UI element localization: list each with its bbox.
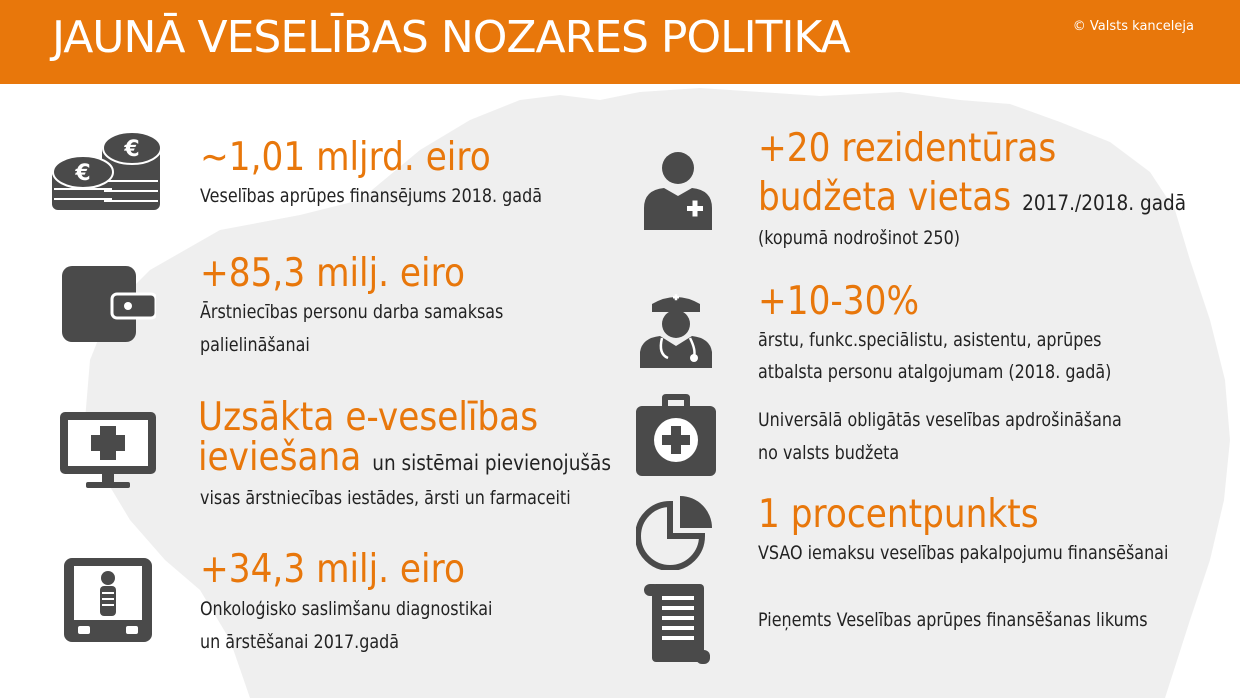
wallet-icon xyxy=(62,266,156,342)
percentage-point-line-1: VSAO iemaksu veselības pakalpojumu finansēšanai xyxy=(758,542,1169,564)
law-line-1: Pieņemts Veselības aprūpes finansēšanas likums xyxy=(758,609,1148,631)
ehealth-headline-2-text: ieviešana xyxy=(198,435,362,480)
percentage-point-headline: 1 procentpunkts xyxy=(758,492,1039,537)
budget-description: Veselības aprūpes finansējums 2018. gadā xyxy=(200,185,542,207)
oncology-line-2: un ārstēšanai 2017.gadā xyxy=(200,631,400,653)
residency-inline-text: 2017./2018. gadā xyxy=(1022,191,1187,215)
monitor-medical-cross-icon xyxy=(60,412,156,490)
first-aid-kit-icon xyxy=(636,394,716,476)
salary-line-1: Ārstniecības personu darba samaksas xyxy=(200,301,504,323)
salary-line-2: palielināšanai xyxy=(200,334,310,356)
salary-headline: +85,3 milj. eiro xyxy=(200,251,465,296)
doctor-icon xyxy=(640,150,716,230)
residency-headline-2 xyxy=(758,176,1186,225)
header-banner xyxy=(0,0,1240,84)
pay-raise-line-1: ārstu, funkc.speciālistu, asistentu, aprūpes xyxy=(758,329,1102,351)
ehealth-headline: Uzsākta e-veselības xyxy=(198,395,539,440)
svg-text:€: € xyxy=(75,161,91,186)
residency-headline: +20 rezidentūras xyxy=(758,126,1057,171)
insurance-line-1: Universālā obligātās veselības apdrošināšana xyxy=(758,409,1122,431)
pay-raise-headline: +10-30% xyxy=(758,279,920,324)
residency-headline-2-text: budžeta vietas xyxy=(758,175,1012,220)
budget-headline: ~1,01 mljrd. eiro xyxy=(200,135,491,180)
insurance-line-2: no valsts budžeta xyxy=(758,442,900,464)
coins-euro-icon xyxy=(52,130,162,212)
ehealth-line-1: visas ārstniecības iestādes, ārsti un farmaceiti xyxy=(200,487,571,509)
pie-chart-icon xyxy=(636,494,716,570)
ehealth-inline-text: un sistēmai pievienojušās xyxy=(372,451,611,475)
oncology-headline: +34,3 milj. eiro xyxy=(200,547,465,592)
pay-raise-line-2: atbalsta personu atalgojumam (2018. gadā) xyxy=(758,361,1112,383)
document-scroll-icon xyxy=(644,584,710,664)
oncology-line-1: Onkoloģisko saslimšanu diagnostikai xyxy=(200,598,493,620)
ehealth-headline-2 xyxy=(198,436,611,485)
nurse-stethoscope-icon xyxy=(638,290,714,368)
svg-text:€: € xyxy=(124,137,140,162)
page-title: JAUNĀ VESELĪBAS NOZARES POLITIKA xyxy=(52,12,850,63)
copyright-label: © Valsts kanceleja xyxy=(1072,19,1194,34)
xray-screen-icon xyxy=(64,558,152,642)
residency-line-1: (kopumā nodrošinot 250) xyxy=(758,227,960,249)
